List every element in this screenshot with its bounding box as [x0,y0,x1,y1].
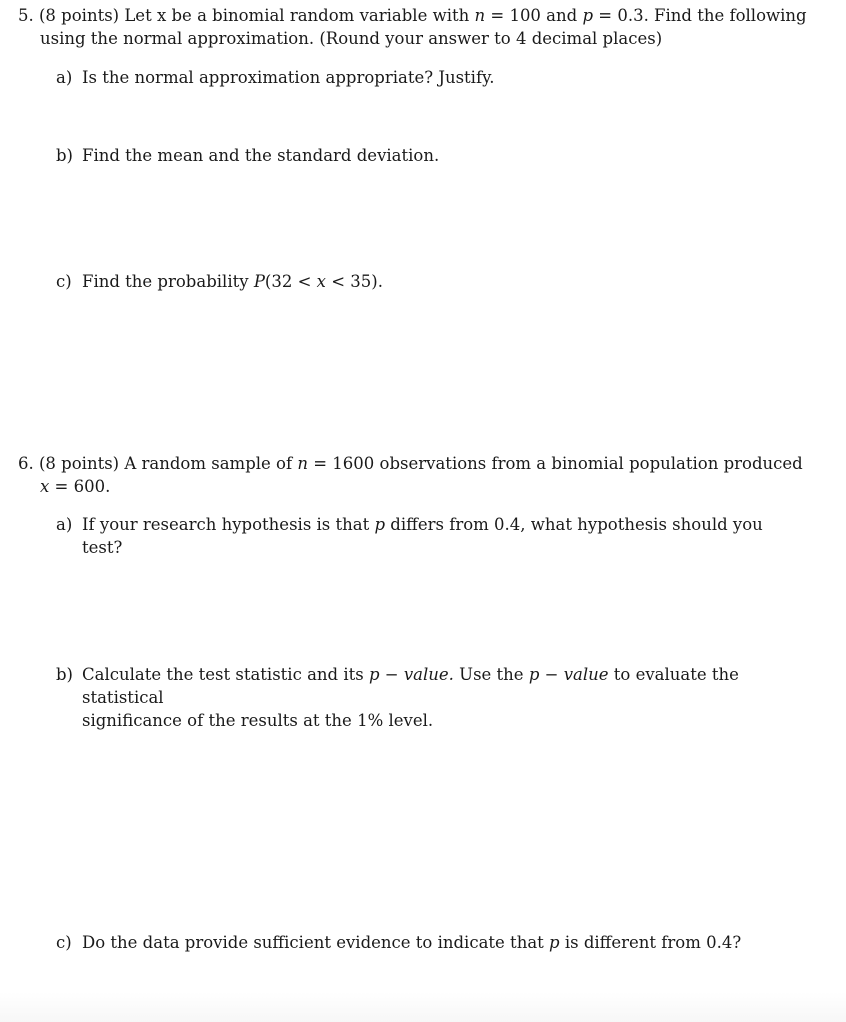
q6-part-b-mid: Use the [453,665,529,684]
q6-part-c-post: is different from 0.4? [559,933,742,952]
q5-part-c-x: x [316,272,326,291]
q6-intro: 6. (8 points) A random sample of [18,454,298,473]
q5-part-c-P: P [253,272,265,291]
question-6 [18,452,824,498]
q6-n-value: = 1600 observations from a binomial population produced [307,454,803,473]
q6-part-a-label: a) [56,515,73,534]
q6-part-b-line2: significance of the results at the 1% level. [82,711,434,730]
q5-part-b-text: Find the mean and the standard deviation. [82,146,440,165]
q5-part-c-pre: Find the probability [82,272,254,291]
q6-part-c-text [56,931,806,954]
q6-n-symbol: n [297,454,308,473]
question-5-line1 [18,4,824,27]
q5-intro: 5. (8 points) Let x be a binomial random variable with [18,6,475,25]
q6-part-a [56,513,806,559]
q5-part-c [56,270,806,293]
q6-part-b-pre: Calculate the test statistic and its [82,665,369,684]
q6-part-a-pre: If your research hypothesis is that [82,515,375,534]
q5-part-c-text [56,270,806,293]
q6-x-symbol: x [40,477,50,496]
q6-part-b [56,663,806,732]
q5-n-symbol: n [474,6,486,25]
q5-part-a [56,66,806,89]
q5-p-symbol: p [582,6,594,25]
q5-part-b [56,144,806,167]
question-6-line1 [18,452,824,475]
q6-part-c-p: p [549,933,560,952]
q6-x-value: = 600. [49,477,111,496]
q6-part-b-post: to evaluate the statistical [82,665,739,707]
question-5-line2: using the normal approximation. (Round your answer to 4 decimal places) [40,29,663,48]
q5-p-value: = 0.3. Find the following [593,6,807,25]
q5-part-c-label: c) [56,272,72,291]
q6-part-b-text [56,663,806,732]
q6-part-a-post: differs from 0.4, what hypothesis should you test? [82,515,763,557]
q6-part-c-label: c) [56,933,72,952]
q6-part-c [56,931,806,954]
q6-part-c-pre: Do the data provide sufficient evidence to indicate that [82,933,550,952]
q5-n-value: = 100 and [485,6,583,25]
question-5 [18,4,824,50]
q5-part-a-text: Is the normal approximation appropriate? Justify. [82,68,495,87]
q6-part-a-text [56,513,806,559]
q6-part-b-label: b) [56,665,73,684]
q5-part-b-label: b) [56,146,73,165]
q5-part-a-label: a) [56,68,73,87]
q5-part-c-open: (32 < [264,272,317,291]
q6-part-b-pvalue-2: p − value [528,665,609,684]
q6-part-b-pvalue-1: p − value. [368,665,454,684]
q5-part-c-close: < 35). [325,272,383,291]
q6-part-a-p: p [374,515,386,534]
question-6-line2 [18,475,824,498]
page-bottom-shade [0,992,846,1022]
